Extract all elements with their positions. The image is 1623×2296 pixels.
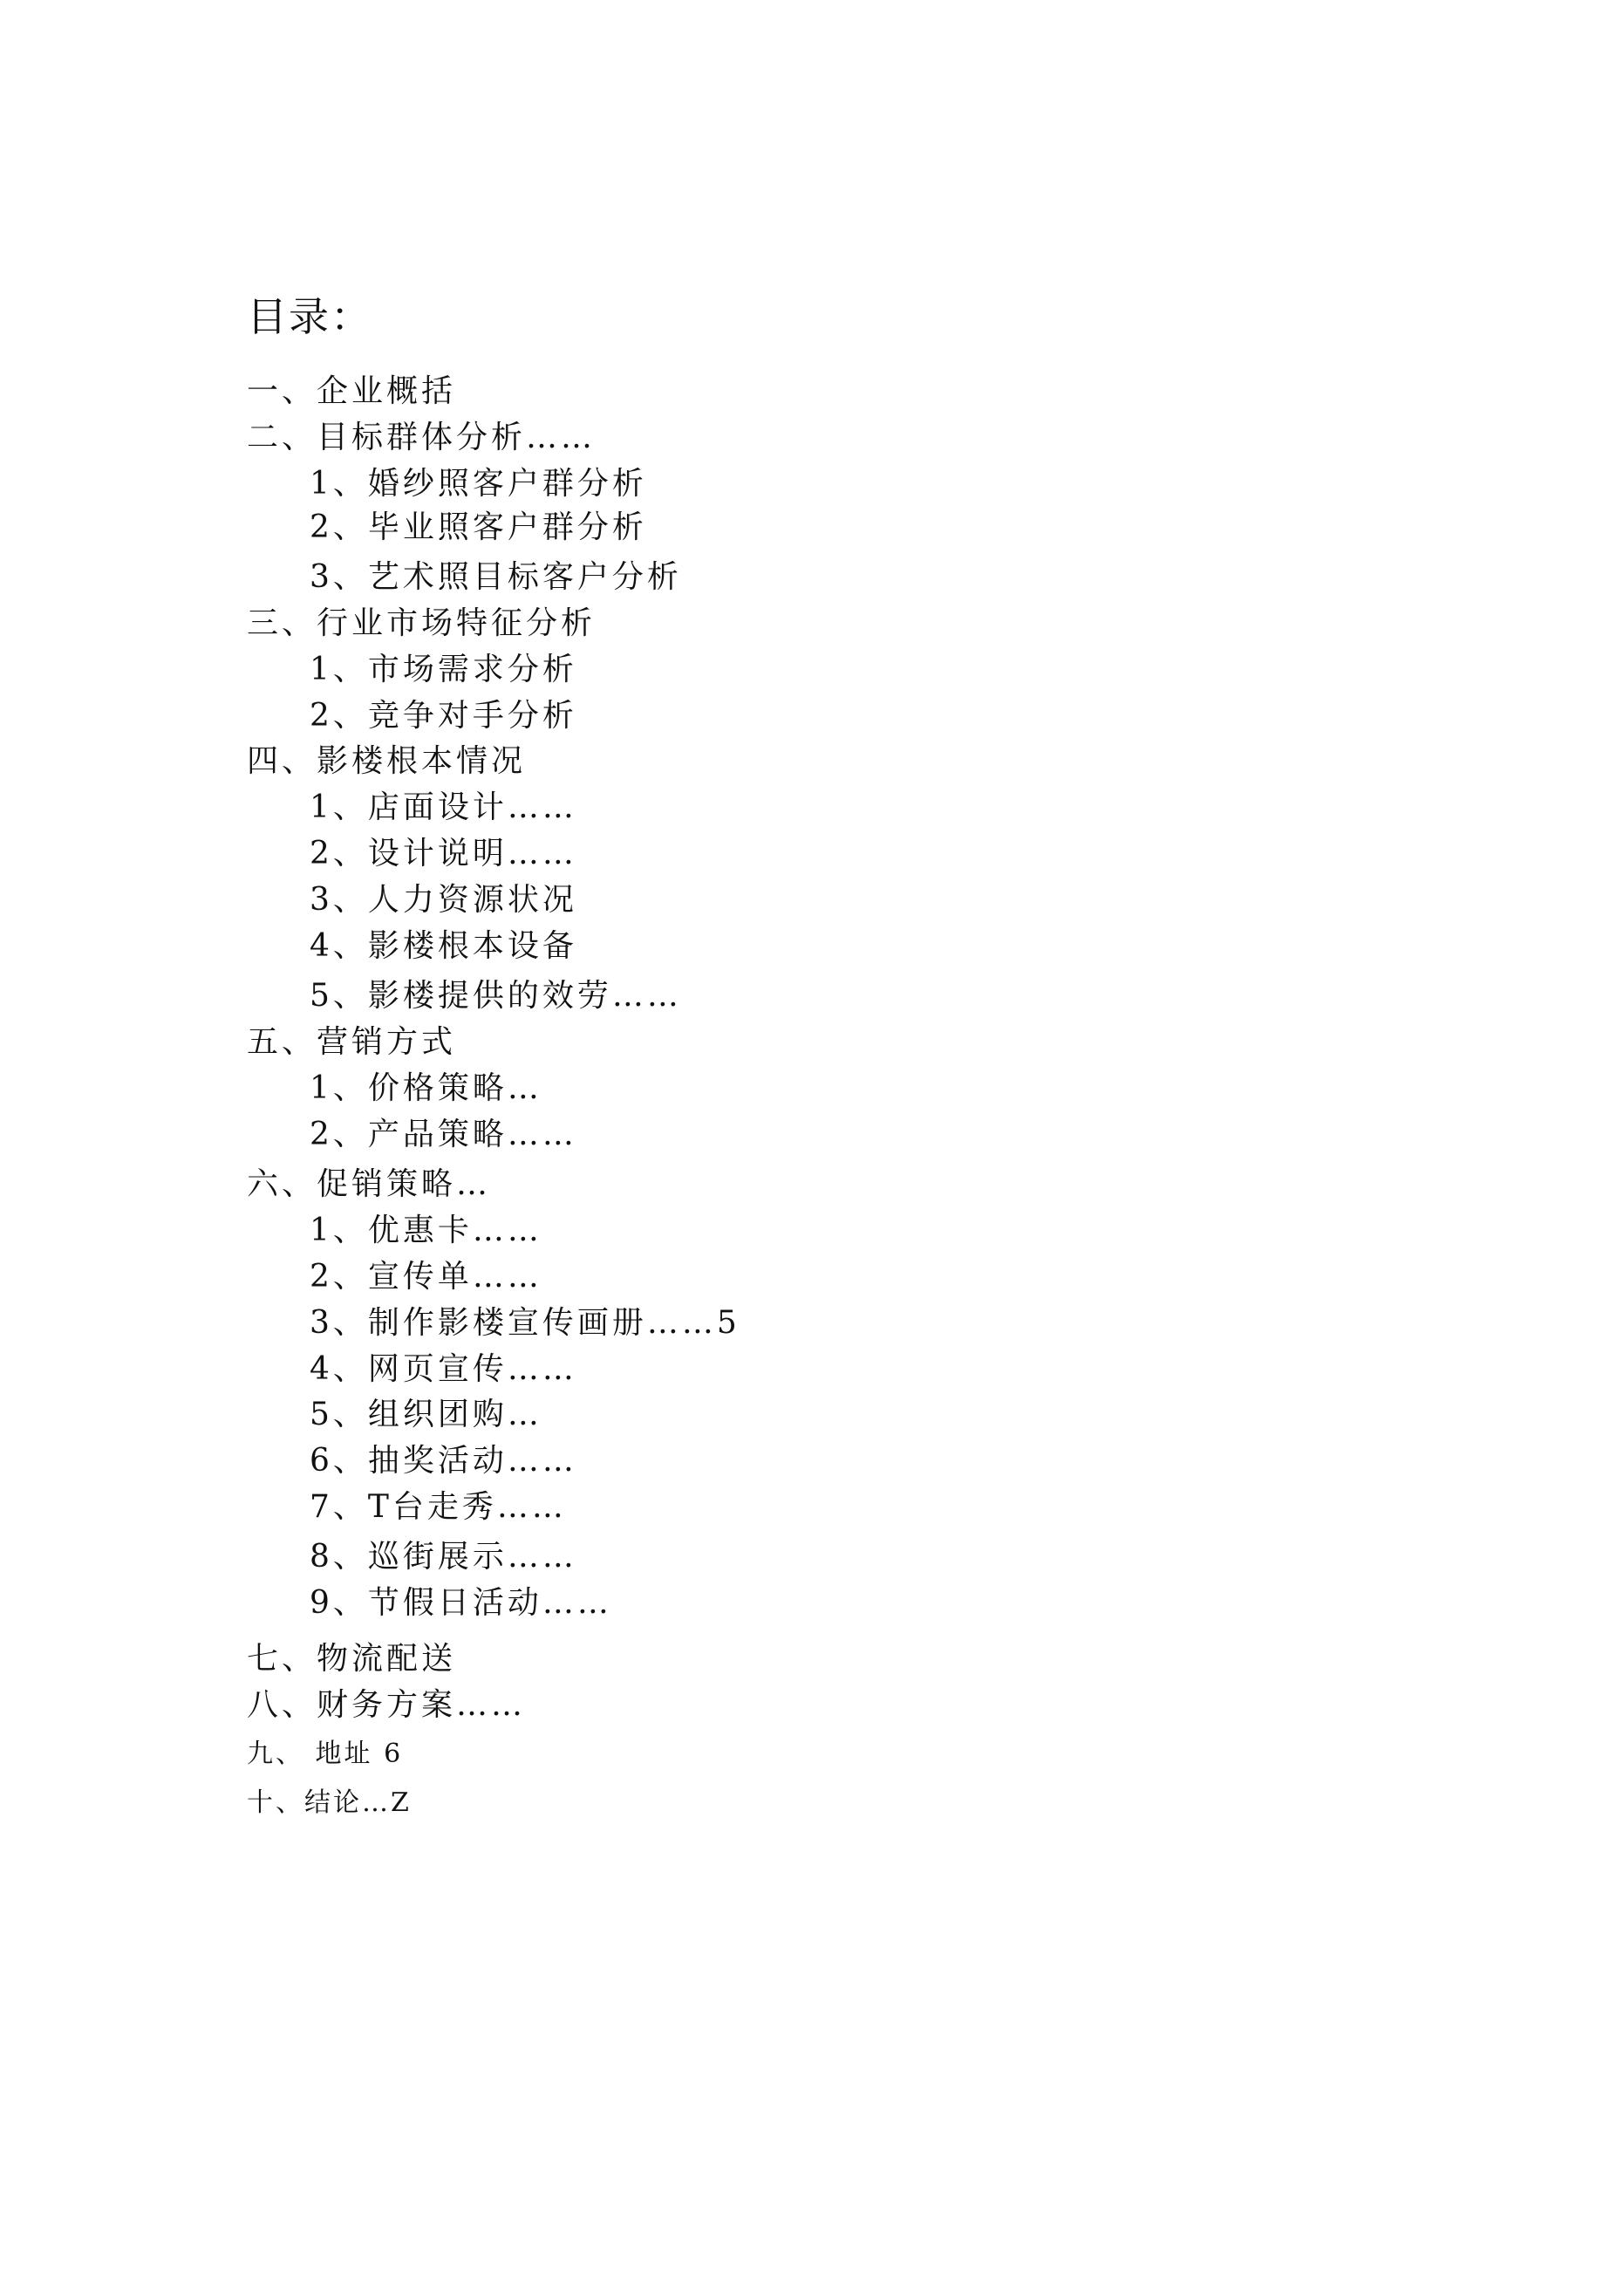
toc-entry-3-2: 2、竞争对手分析 (310, 698, 577, 734)
toc-entry-6: 六、促销策略… (247, 1166, 492, 1202)
toc-entry-6-1: 1、优惠卡…… (310, 1213, 542, 1248)
toc-entry-2-3: 3、艺术照目标客户分析 (310, 559, 682, 595)
toc-entry-4-2: 2、设计说明…… (310, 836, 577, 871)
toc-entry-5-1: 1、价格策略… (310, 1070, 542, 1106)
toc-entry-2-1: 1、婚纱照客户群分析 (310, 466, 647, 502)
toc-entry-1: 一、企业概括 (247, 373, 457, 409)
toc-entry-2-2: 2、毕业照客户群分析 (310, 509, 647, 545)
toc-entry-6-8: 8、巡街展示…… (310, 1539, 577, 1575)
toc-entry-6-6: 6、抽奖活动…… (310, 1443, 577, 1479)
toc-entry-6-4: 4、网页宣传…… (310, 1351, 577, 1387)
toc-entry-4-5: 5、影楼提供的效劳…… (310, 978, 682, 1014)
toc-entry-6-7: 7、T台走秀…… (310, 1489, 567, 1525)
toc-entry-9: 九、 地址 6 (247, 1739, 404, 1769)
toc-entry-8: 八、财务方案…… (247, 1687, 527, 1723)
toc-entry-4-3: 3、人力资源状况 (310, 882, 577, 918)
toc-entry-5: 五、营销方式 (247, 1024, 457, 1060)
toc-entry-4-1: 1、店面设计…… (310, 789, 577, 825)
toc-entry-4: 四、影楼根本情况 (247, 743, 527, 779)
toc-entry-4-4: 4、影楼根本设备 (310, 928, 577, 964)
toc-entry-3: 三、行业市场特征分析 (247, 605, 597, 641)
toc-entry-6-3: 3、制作影楼宣传画册……5 (310, 1305, 740, 1341)
toc-entry-7: 七、物流配送 (247, 1641, 457, 1677)
toc-entry-10: 十、结论…Z (247, 1787, 412, 1818)
toc-entry-6-9: 9、节假日活动…… (310, 1585, 612, 1621)
toc-entry-3-1: 1、市场需求分析 (310, 652, 577, 687)
toc-entry-2: 二、目标群体分析…… (247, 420, 597, 455)
toc-title: 目录： (247, 293, 372, 340)
toc-entry-6-2: 2、宣传单…… (310, 1259, 542, 1295)
toc-entry-5-2: 2、产品策略…… (310, 1117, 577, 1152)
toc-entry-6-5: 5、组织团购… (310, 1397, 542, 1432)
